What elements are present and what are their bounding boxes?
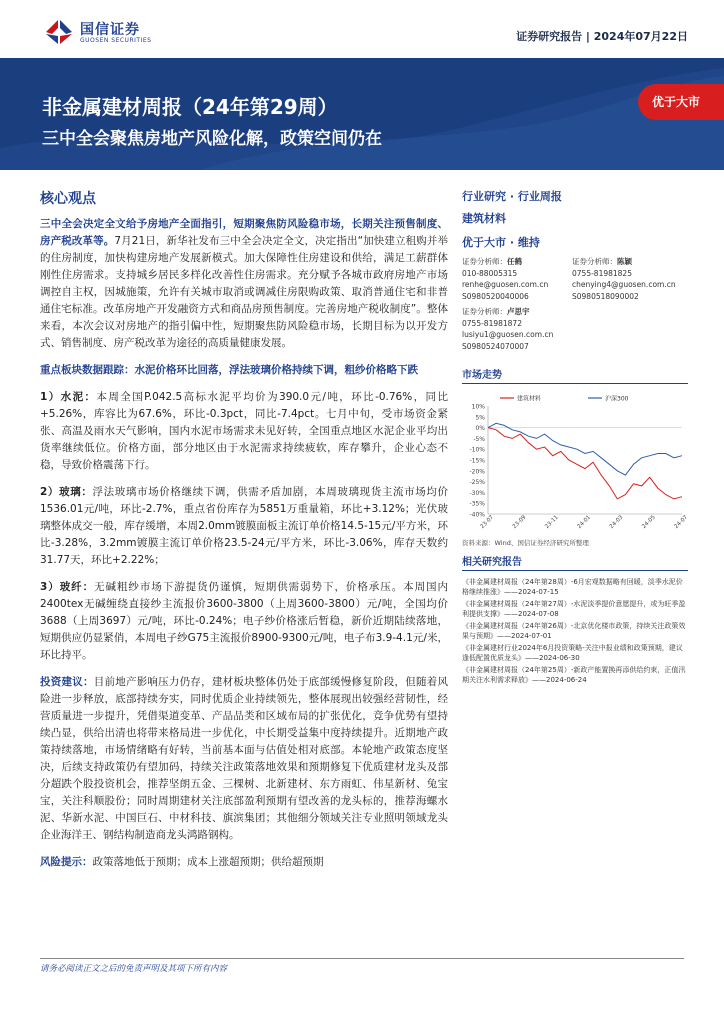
analyst-role: 证券分析师： — [572, 257, 617, 266]
analyst-phone: 010-88005315 — [462, 268, 518, 278]
y-tick-label: -40% — [469, 511, 485, 519]
cement-body: 本周全国P.042.5高标水泥平均价为390.0元/吨，环比-0.76%，同比+5.26%，库容比为67.6%，环比-0.3pct，同比-7.4pct。七月中旬，受市场资金紧张、高温及雨水天气影响，国内水泥市场需求未见好转，全国重点地区水泥企业平均出货率继续低位。价格方面，部分地区由于水泥需求持续疲软，库存攀升，企业心态不稳，导致价格震荡下行。 — [40, 391, 448, 471]
guosen-logo-icon — [44, 18, 74, 46]
sidebar — [462, 188, 688, 687]
fiberglass-label: 3）玻纤： — [40, 581, 95, 593]
y-tick-label: -25% — [469, 479, 485, 487]
analyst-name: 卢思宇 — [507, 307, 530, 316]
y-tick-label: -10% — [469, 446, 485, 454]
report-subtitle: 三中全会聚焦房地产风险化解，政策空间仍在 — [42, 129, 382, 149]
top-bar — [0, 0, 724, 58]
logo-text-cn: 国信证券 — [80, 22, 140, 38]
related-report-item[interactable] — [462, 643, 688, 663]
investment-body: 目前地产影响压力仍存，建材板块整体仍处于底部缓慢修复阶段，但随着风险进一步释放，底部持续夯实，同时优质企业持续领先，整体展现出较强经营韧性，经营质量进一步提升，凭借渠道变革、产品品类和区域布局的扩张优化，竞争优势有望持续凸显，供给出清也将带来格局进一步优化，中长期受益集中度持续提升。近期地产政策持续落地，市场情绪略有好转，当前基本面与估值处相对底部。本轮地产政策态度坚决，后续支持政策仍有望加码，持续关注政策落地效果和预期修复下优质建材龙头及部分超跌个股投资机会，推荐坚朗五金、三棵树、北新建材、东方雨虹、伟星新材、兔宝宝，关注科顺股份；同时周期建材关注底部盈利预期有望改善的龙头标的，推荐海螺水泥、华新水泥、中国巨石、中材科技、旗滨集团；其他细分领域关注专业照明领域龙头企业海洋王、钢结构制造商龙头鸿路钢构。 — [40, 676, 449, 841]
related-report-item[interactable] — [462, 577, 688, 597]
y-tick-label: 5% — [475, 414, 485, 422]
related-report-date: ——2024-07-15 — [504, 588, 559, 596]
related-report-date: ——2024-07-08 — [504, 610, 559, 618]
analyst-name: 陈颖 — [617, 257, 632, 266]
paragraph-fiberglass — [40, 579, 448, 664]
report-category: 行业研究 · 行业周报 — [462, 190, 562, 203]
paragraph-highlight: 三中全会决定全文给予房地产全面指引，短期聚焦防风险稳市场，长期关注预售制度、房产税改革等。 — [40, 218, 448, 247]
paragraph-body: 7月21日，新华社发布三中全会决定全文，决定指出“加快建立租购并举的住房制度，加快构建房地产发展新模式。加大保障性住房建设和供给，满足工薪群体刚性住房需求。支持城乡居民多样化改善性住房需求。充分赋予各城市政府房地产市场调控自主权，因城施策，允许有关城市取消或调减住房限购政策、取消普通住宅和非普通住宅标准。改革房地产开发融资方式和商品房预售制度。完善房地产税收制度”。整体来看，本次会议对房地产的指引偏中性，短期聚焦防风险稳市场，长期目标为以开发方式、销售制度、房产税改革为途径的高质量健康发展。 — [40, 235, 449, 349]
market-trend-svg — [462, 390, 688, 536]
x-tick-label: 23-07 — [479, 514, 496, 531]
chart-source: 资料来源：Wind、国信证券经济研究所整理 — [462, 539, 589, 547]
series-line-csi300 — [488, 423, 682, 475]
x-tick-label: 24-07 — [673, 514, 688, 531]
analyst-phone: 0755-81981825 — [572, 268, 632, 278]
related-report-date: ——2024-07-01 — [497, 632, 552, 640]
analyst-role: 证券分析师： — [462, 307, 507, 316]
footer-disclaimer[interactable]: 请务必阅读正文之后的免责声明及其项下所有内容 — [40, 964, 228, 974]
paragraph-glass — [40, 484, 448, 569]
analyst-phone: 0755-81981872 — [462, 318, 522, 328]
analyst-card — [462, 306, 570, 352]
investment-label: 投资建议： — [40, 676, 94, 688]
series-line-building-materials — [488, 428, 682, 499]
paragraph-highlight: 重点板块数据跟踪：水泥价格环比回落，浮法玻璃价格持续下调，粗纱价格略下跌 — [40, 364, 418, 376]
analyst-card — [462, 256, 570, 302]
related-reports-list — [462, 577, 688, 685]
logo-text-en: GUOSEN SECURITIES — [80, 37, 152, 44]
market-trend-chart — [462, 390, 688, 536]
analyst-email[interactable]: chenying4@guosen.com.cn — [572, 280, 676, 289]
risk-label: 风险提示： — [40, 856, 93, 868]
y-tick-label: -30% — [469, 489, 485, 497]
analyst-license: S0980524070007 — [462, 341, 529, 351]
analyst-block — [462, 256, 688, 366]
analyst-email[interactable]: renhe@guosen.com.cn — [462, 280, 549, 289]
related-report-date: ——2024-06-24 — [532, 676, 587, 684]
y-tick-label: -5% — [473, 435, 485, 443]
paragraph-risk — [40, 854, 448, 871]
y-tick-label: 0% — [475, 425, 485, 433]
related-report-title: 《非金属建材周报（24年第27周）-水泥淡季提价意愿提升，或为旺季盈利提供支撑》 — [462, 600, 686, 618]
related-report-title: 《非金属建材周报（24年第28周）-6月宏观数据略有回暖，淡季水泥价格继续推涨》 — [462, 578, 683, 596]
y-tick-label: -20% — [469, 468, 485, 476]
sector-name: 建筑材料 — [462, 212, 506, 225]
market-trend-heading: 市场走势 — [462, 366, 688, 384]
x-tick-label: 24-03 — [608, 514, 625, 531]
guosen-logo — [44, 18, 174, 48]
analyst-card — [572, 256, 680, 302]
sector-rating: 优于大市 · 维持 — [462, 236, 540, 249]
x-tick-label: 23-11 — [544, 514, 560, 531]
x-tick-label: 24-01 — [576, 514, 593, 531]
paragraph-sector-tracking — [40, 362, 448, 379]
cement-label: 1）水泥： — [40, 391, 97, 403]
paragraph-third-plenum — [40, 216, 448, 352]
related-report-item[interactable] — [462, 665, 688, 685]
report-type-date: 证券研究报告 | 2024年07月22日 — [516, 30, 688, 43]
legend-label: 建筑材料 — [517, 395, 542, 403]
related-reports-heading: 相关研究报告 — [462, 553, 688, 571]
core-view-heading: 核心观点 — [40, 191, 96, 207]
related-report-title: 《非金属建材周报（24年第25周）-新政产能置换再添供给约束，正值汛期关注水利需求释放》 — [462, 666, 686, 684]
risk-body: 政策落地低于预期；成本上涨超预期；供给超预期 — [92, 856, 324, 868]
footer-divider — [40, 958, 684, 959]
legend-label: 沪深300 — [605, 395, 629, 403]
analyst-role: 证券分析师： — [462, 257, 507, 266]
analyst-name: 任鹤 — [507, 257, 522, 266]
x-tick-label: 24-05 — [641, 514, 657, 531]
analyst-license: S0980518090002 — [572, 291, 639, 301]
y-tick-label: 10% — [471, 403, 485, 411]
related-report-title: 《非金属建材周报（24年第26周）-北京优化楼市政策，持续关注政策效果与预期》 — [462, 622, 686, 640]
related-report-item[interactable] — [462, 599, 688, 619]
related-report-item[interactable] — [462, 621, 688, 641]
paragraph-cement — [40, 389, 448, 474]
fiberglass-body: 无碱粗纱市场下游提货仍谨慎，短期供需弱势下，价格承压。本周国内2400tex无碱缠绕直接纱主流报价3600-3800（上周3600-3800）元/吨，全国均价3688（上周3697）元/吨，环比-0.24%；电子纱价格涨后暂稳，新价近期陆续落地，短期供应仍显紧俏，本周电子纱G75主流报价8900-9300元/吨，电子布3.9-4.1元/米，环比持平。 — [40, 581, 448, 661]
rating-tag: 优于大市 — [638, 84, 724, 120]
paragraph-investment-advice — [40, 674, 448, 844]
core-view-column — [40, 188, 448, 871]
x-tick-label: 23-09 — [511, 514, 528, 531]
glass-body: 浮法玻璃市场价格继续下调，供需矛盾加剧，本周玻璃现货主流市场均价1536.01元/吨，环比-2.7%，重点省份库存为5851万重量箱，环比+3.12%；光伏玻璃整体成交一般，库存缓增，本周2.0mm镀膜面板主流订单价格14.5-15元/平方米，环比-3.28%，3.2mm镀膜主流订单价格23.5-24元/平方米，环比-3.06%，库存天数约31.77天，环比+2.22%； — [40, 486, 449, 566]
related-report-date: ——2024-06-30 — [525, 654, 580, 662]
analyst-license: S0980520040006 — [462, 291, 529, 301]
y-tick-label: -35% — [469, 500, 485, 508]
related-report-title: 《非金属建材行业2024年6月投资策略-关注中报业绩和政策预期，建议逢低配置优质龙头》 — [462, 644, 683, 662]
report-title: 非金属建材周报（24年第29周） — [42, 95, 338, 119]
analyst-email[interactable]: lusiyu1@guosen.com.cn — [462, 330, 554, 339]
y-tick-label: -15% — [469, 457, 485, 465]
glass-label: 2）玻璃： — [40, 486, 93, 498]
